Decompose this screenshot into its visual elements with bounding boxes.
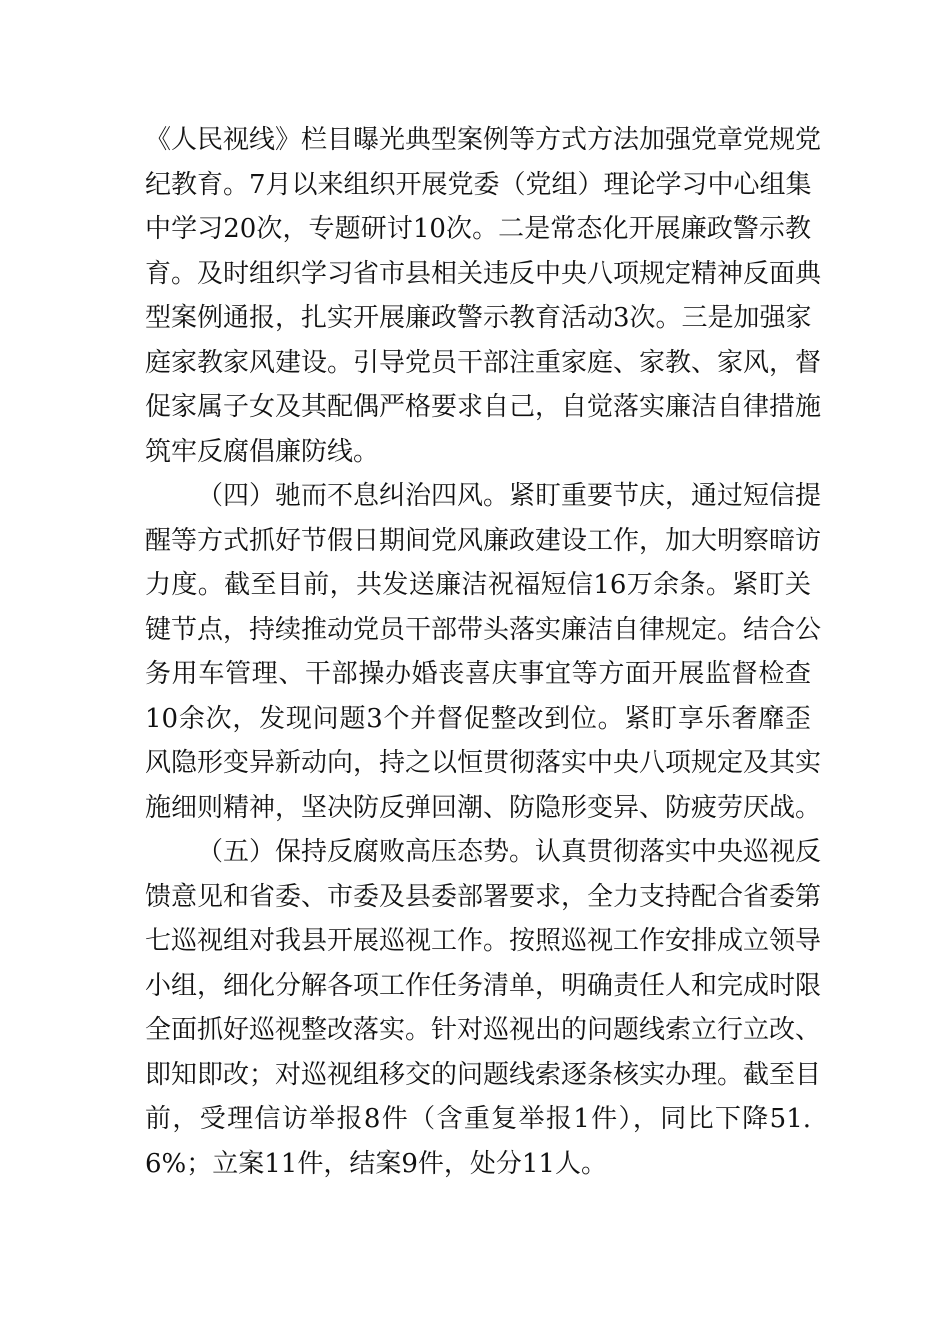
text-line: 育。及时组织学习省市县相关违反中央八项规定精神反面典 bbox=[145, 258, 822, 289]
text-line: 10余次，发现问题3个并督促整改到位。紧盯享乐奢靡歪 bbox=[145, 703, 811, 734]
text-line: 庭家教家风建设。引导党员干部注重家庭、家教、家风，督 bbox=[145, 347, 822, 378]
text-line: 即知即改；对巡视组移交的问题线索逐条核实办理。截至目 bbox=[145, 1059, 822, 1090]
text-line: 前，受理信访举报8件（含重复举报1件），同比下降51. bbox=[145, 1104, 811, 1134]
text-line: 纪教育。7月以来组织开展党委（党组）理论学习中心组集 bbox=[145, 169, 812, 200]
text-line: 小组，细化分解各项工作任务清单，明确责任人和完成时限 bbox=[145, 970, 822, 1001]
text-line: 6%；立案11件，结案9件，处分11人。 bbox=[145, 1148, 607, 1179]
section-heading-line: （五）保持反腐败高压态势。认真贯彻落实中央巡视反 bbox=[197, 837, 822, 867]
text-line: 风隐形变异新动向，持之以恒贯彻落实中央八项规定及其实 bbox=[145, 748, 822, 778]
section-heading-line: （四）驰而不息纠治四风。紧盯重要节庆，通过短信提 bbox=[197, 481, 822, 511]
text-line: 键节点，持续推动党员干部带头落实廉洁自律规定。结合公 bbox=[145, 614, 822, 645]
text-line: 馈意见和省委、市委及县委部署要求，全力支持配合省委第 bbox=[145, 881, 822, 912]
text-line: 《人民视线》栏目曝光典型案例等方式方法加强党章党规党 bbox=[145, 125, 822, 155]
text-line: 型案例通报，扎实开展廉政警示教育活动3次。三是加强家 bbox=[145, 303, 812, 333]
text-line: 力度。截至目前，共发送廉洁祝福短信16万余条。紧盯关 bbox=[145, 570, 811, 600]
text-line: 醒等方式抓好节假日期间党风廉政建设工作，加大明察暗访 bbox=[145, 525, 822, 556]
text-line: 中学习20次，专题研讨10次。二是常态化开展廉政警示教 bbox=[145, 214, 811, 244]
text-line: 七巡视组对我县开展巡视工作。按照巡视工作安排成立领导 bbox=[145, 926, 822, 956]
text-line: 务用车管理、干部操办婚丧喜庆事宜等方面开展监督检查 bbox=[145, 659, 811, 689]
text-line: 全面抓好巡视整改落实。针对巡视出的问题线索立行立改、 bbox=[145, 1015, 822, 1045]
text-line: 促家属子女及其配偶严格要求自己，自觉落实廉洁自律措施 bbox=[145, 392, 822, 422]
text-line: 施细则精神，坚决防反弹回潮、防隐形变异、防疲劳厌战。 bbox=[145, 792, 822, 823]
text-line: 筑牢反腐倡廉防线。 bbox=[145, 436, 380, 467]
document-body bbox=[145, 118, 822, 1186]
